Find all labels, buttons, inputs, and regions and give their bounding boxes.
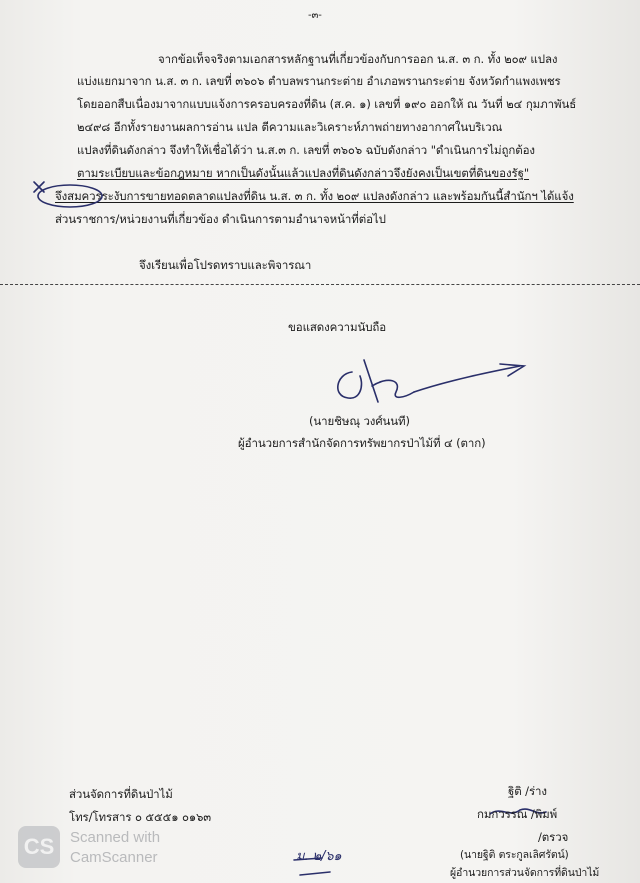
footer-department: ส่วนจัดการที่ดินป่าไม้	[69, 787, 173, 801]
routing-draft: ฐิติ /ร่าง	[508, 784, 547, 798]
body-line-6: ตามระเบียบและข้อกฎหมาย หากเป็นดังนั้นแล้วแปลงที่ดินดังกล่าวจึงยังคงเป็นเขตที่ดินของรัฐ"	[77, 166, 530, 180]
body-line-5: แปลงที่ดินดังกล่าว จึงทำให้เชื่อได้ว่า น.ส.๓ ก. เลขที่ ๓๖๐๖ ฉบับดังกล่าว "ดำเนินการไม่ถูกต้อง	[77, 143, 535, 157]
camscanner-logo: CS	[18, 826, 60, 868]
page-number: -๓-	[308, 10, 322, 21]
routing-checker-suffix: /ตรวจ	[538, 830, 569, 844]
watermark-line-1: Scanned with	[70, 829, 161, 846]
handwritten-date: ม. ๒/๖๑	[296, 849, 342, 864]
salutation: ขอแสดงความนับถือ	[288, 320, 387, 334]
body-line-8: ส่วนราชการ/หน่วยงานที่เกี่ยวข้อง ดำเนินการตามอำนาจหน้าที่ต่อไป	[55, 212, 386, 226]
footer-phone: โทร/โทรสาร ๐ ๕๕๕๑ ๐๑๖๓	[69, 810, 212, 824]
body-line-3: โดยออกสืบเนื่องมาจากแบบแจ้งการครอบครองที่ดิน (ส.ค. ๑) เลขที่ ๑๙๐ ออกให้ ณ วันที่ ๒๔ กุมภาพันธ์	[77, 97, 577, 111]
signer-position: ผู้อำนวยการสำนักจัดการทรัพยากรป่าไม้ที่ ๔ (ตาก)	[238, 436, 486, 450]
body-line-4: ๒๔๙๘ อีกทั้งรายงานผลการอ่าน แปล ตีความและวิเคราะห์ภาพถ่ายทางอากาศในบริเวณ	[77, 120, 503, 134]
body-line-7: จึงสมควรระงับการขายทอดตลาดแปลงที่ดิน น.ส. ๓ ก. ทั้ง ๒๐๙ แปลงดังกล่าว และพร้อมกันนี้สำนักฯ ได้แจ้ง	[55, 189, 574, 203]
signer-name: (นายชิษณุ วงศ์นนที)	[309, 414, 410, 428]
watermark-line-2: CamScanner	[70, 849, 158, 866]
body-line-1: จากข้อเท็จจริงตามเอกสารหลักฐานที่เกี่ยวข้องกับการออก น.ส. ๓ ก. ทั้ง ๒๐๙ แปลง	[158, 52, 558, 66]
routing-typist: กมกวรรณ /พิมพ์	[477, 807, 558, 821]
body-line-2: แบ่งแยกมาจาก น.ส. ๓ ก. เลขที่ ๓๖๐๖ ตำบลพรานกระต่าย อำเภอพรานกระต่าย จังหวัดกำแพงเพชร	[77, 74, 561, 88]
closing-request: จึงเรียนเพื่อโปรดทราบและพิจารณา	[139, 258, 312, 272]
routing-checker-name: (นายฐิติ ตระกูลเลิศรัตน์)	[460, 849, 569, 861]
routing-checker-position: ผู้อำนวยการส่วนจัดการที่ดินป่าไม้	[450, 867, 600, 879]
